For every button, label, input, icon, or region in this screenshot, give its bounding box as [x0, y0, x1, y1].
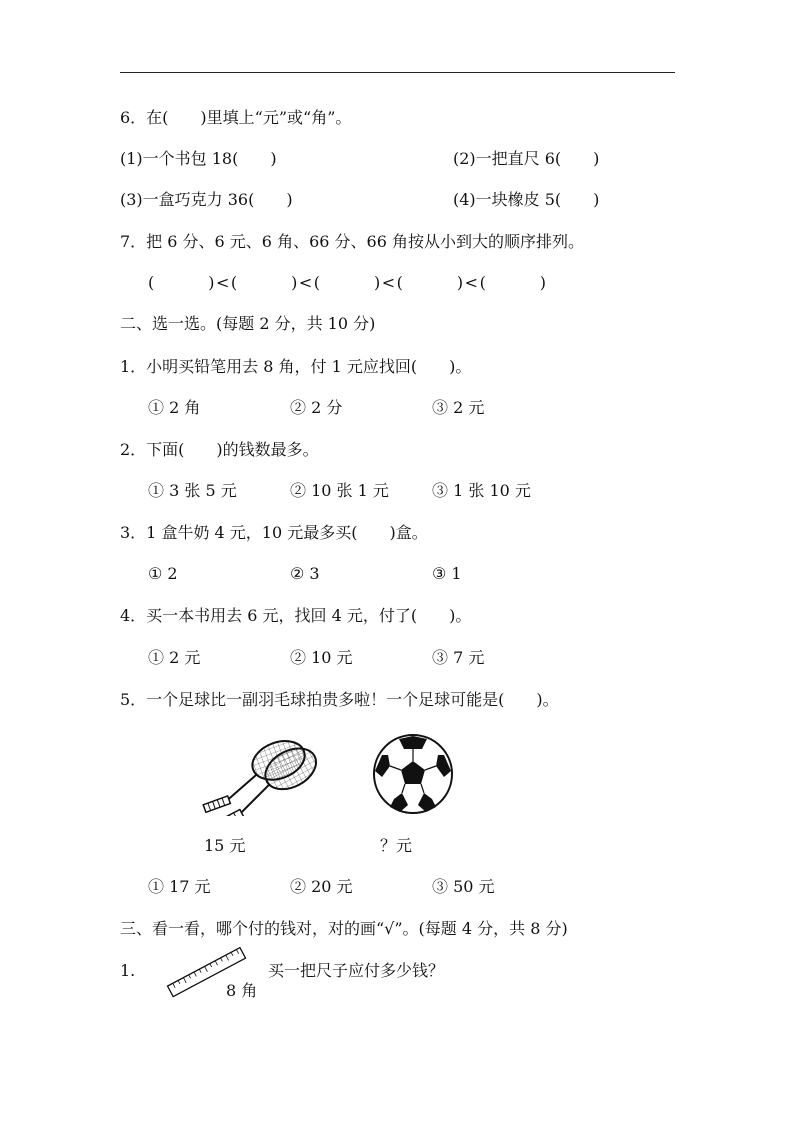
q7-answer-row: ( )<( )<( )<( )<( ): [148, 273, 548, 292]
s2-q5-option-1: ① 17 元: [148, 877, 211, 896]
s2-q3-stem: 3．1 盒牛奶 4 元，10 元最多买( )盒。: [120, 523, 428, 542]
s2-q1-option-1: ① 2 角: [148, 398, 201, 417]
s2-q3-option-3: ③ 1: [432, 564, 462, 583]
section2-heading: 二、选一选。(每题 2 分，共 10 分): [120, 314, 376, 333]
s2-q4-option-1: ① 2 元: [148, 648, 201, 667]
badminton-rackets-image: [192, 734, 322, 816]
q6-item-3: (3)一盒巧克力 36( ): [120, 190, 293, 209]
s2-q2-option-1: ① 3 张 5 元: [148, 481, 237, 500]
ball-price-label: ？元: [380, 836, 413, 855]
s2-q2-option-2: ② 10 张 1 元: [290, 481, 389, 500]
header-rule: [120, 72, 675, 73]
racket-price-label: 15 元: [204, 836, 246, 855]
s2-q3-option-1: ① 2: [148, 564, 178, 583]
s2-q5-option-3: ③ 50 元: [432, 877, 495, 896]
s2-q4-option-2: ② 10 元: [290, 648, 353, 667]
s2-q2-option-3: ③ 1 张 10 元: [432, 481, 531, 500]
q6-item-2: (2)一把直尺 6( ): [453, 149, 600, 168]
soccer-ball-image: [372, 733, 454, 815]
ruler-price-label: 8 角: [226, 981, 258, 1000]
q6-item-1: (1)一个书包 18( ): [120, 149, 277, 168]
s2-q4-stem: 4．买一本书用去 6 元，找回 4 元，付了( )。: [120, 606, 472, 625]
q6-stem: 6．在( )里填上“元”或“角”。: [120, 108, 352, 127]
s2-q1-option-3: ③ 2 元: [432, 398, 485, 417]
s2-q4-option-3: ③ 7 元: [432, 648, 485, 667]
s3-q1-question: 买一把尺子应付多少钱？: [268, 961, 445, 980]
section3-heading: 三、看一看，哪个付的钱对，对的画“√”。(每题 4 分，共 8 分): [120, 919, 568, 938]
q6-item-4: (4)一块橡皮 5( ): [453, 190, 600, 209]
q7-stem: 7．把 6 分、6 元、6 角、66 分、66 角按从小到大的顺序排列。: [120, 232, 584, 251]
s2-q2-stem: 2．下面( )的钱数最多。: [120, 440, 319, 459]
s2-q1-stem: 1．小明买铅笔用去 8 角，付 1 元应找回( )。: [120, 357, 472, 376]
s2-q1-option-2: ② 2 分: [290, 398, 343, 417]
s2-q5-stem: 5．一个足球比一副羽毛球拍贵多啦！一个足球可能是( )。: [120, 690, 559, 709]
s2-q3-option-2: ② 3: [290, 564, 320, 583]
s2-q5-option-2: ② 20 元: [290, 877, 353, 896]
s3-q1-number: 1.: [120, 961, 136, 980]
